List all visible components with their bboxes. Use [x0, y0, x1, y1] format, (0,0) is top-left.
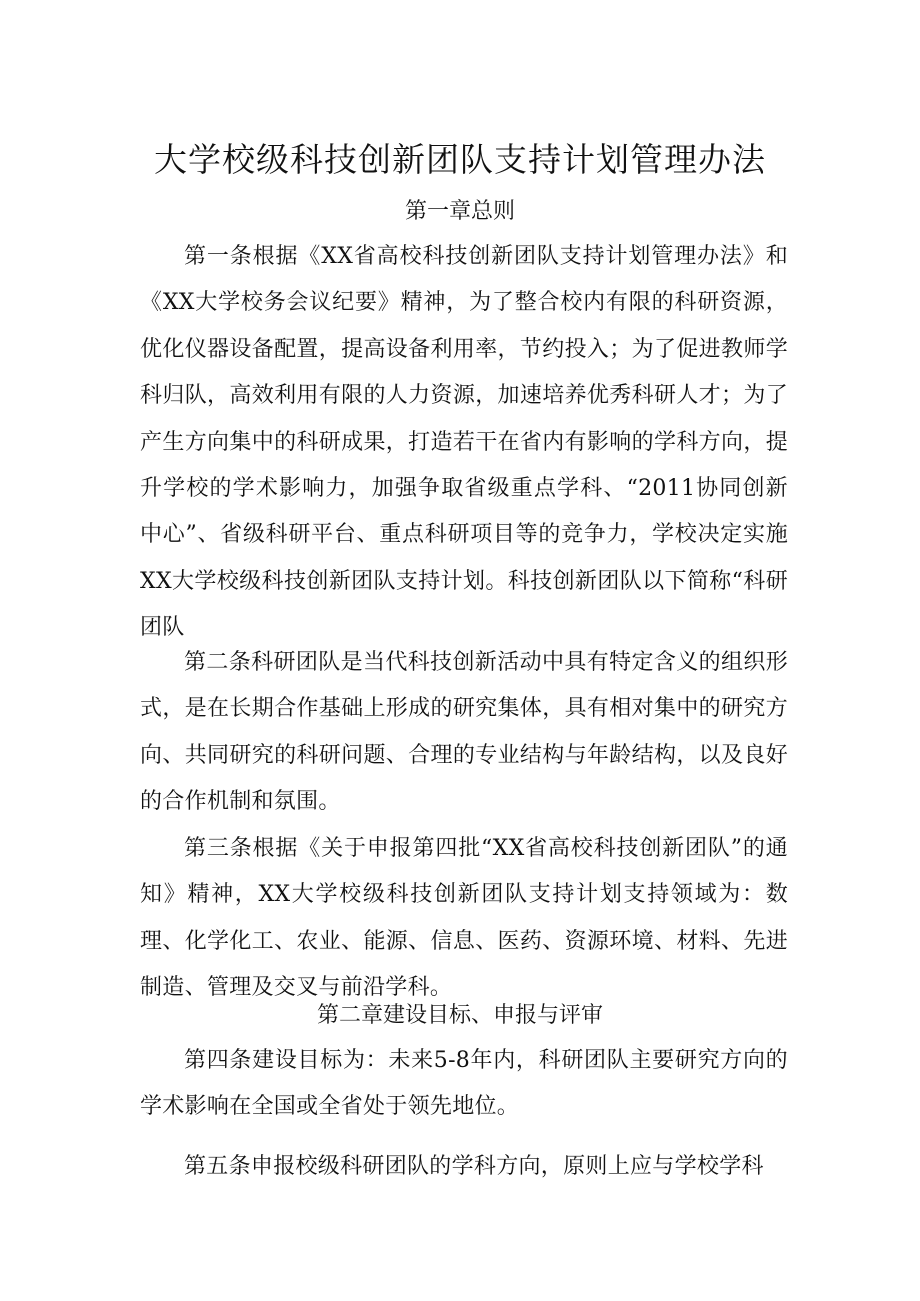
- article-paragraph: 第二条科研团队是当代科技创新活动中具有特定含义的组织形式，是在长期合作基础上形成的研究集体，具有相对集中的研究方向、共同研究的科研问题、合理的专业结构与年龄结构，以及良好的合作机制和氛围。: [140, 650, 788, 815]
- article-paragraph: 第三条根据《关于申报第四批“XX省高校科技创新团队”的通知》精神，XX大学校级科技创新团队支持计划支持领域为：数理、化学化工、农业、能源、信息、医药、资源环境、材料、先进制造、管理及交叉与前沿学科。: [140, 836, 788, 1001]
- article-paragraph: 第一条根据《XX省高校科技创新团队支持计划管理办法》和《XX大学校务会议纪要》精神，为了整合校内有限的科研资源，优化仪器设备配置，提高设备利用率，节约投入；为了促进教师学科归队，高效利用有限的人力资源，加速培养优秀科研人才；为了产生方向集中的科研成果，打造若干在省内有影响的学科方向，提升学校的学术影响力，加强争取省级重点学科、“2011协同创新中心”、省级科研平台、重点科研项目等的竞争力，学校决定实施XX大学校级科技创新团队支持计划。科技创新团队以下简称“科研团队: [140, 244, 788, 641]
- document-title: 大学校级科技创新团队支持计划管理办法: [154, 140, 766, 179]
- chapter-heading: 第一章总则: [404, 199, 515, 224]
- article-paragraph: 第四条建设目标为：未来5-8年内，科研团队主要研究方向的学术影响在全国或全省处于领先地位。: [140, 1048, 788, 1120]
- article-paragraph: 第五条申报校级科研团队的学科方向，原则上应与学校学科: [184, 1154, 764, 1179]
- chapter-heading: 第二章建设目标、申报与评审: [316, 1003, 603, 1028]
